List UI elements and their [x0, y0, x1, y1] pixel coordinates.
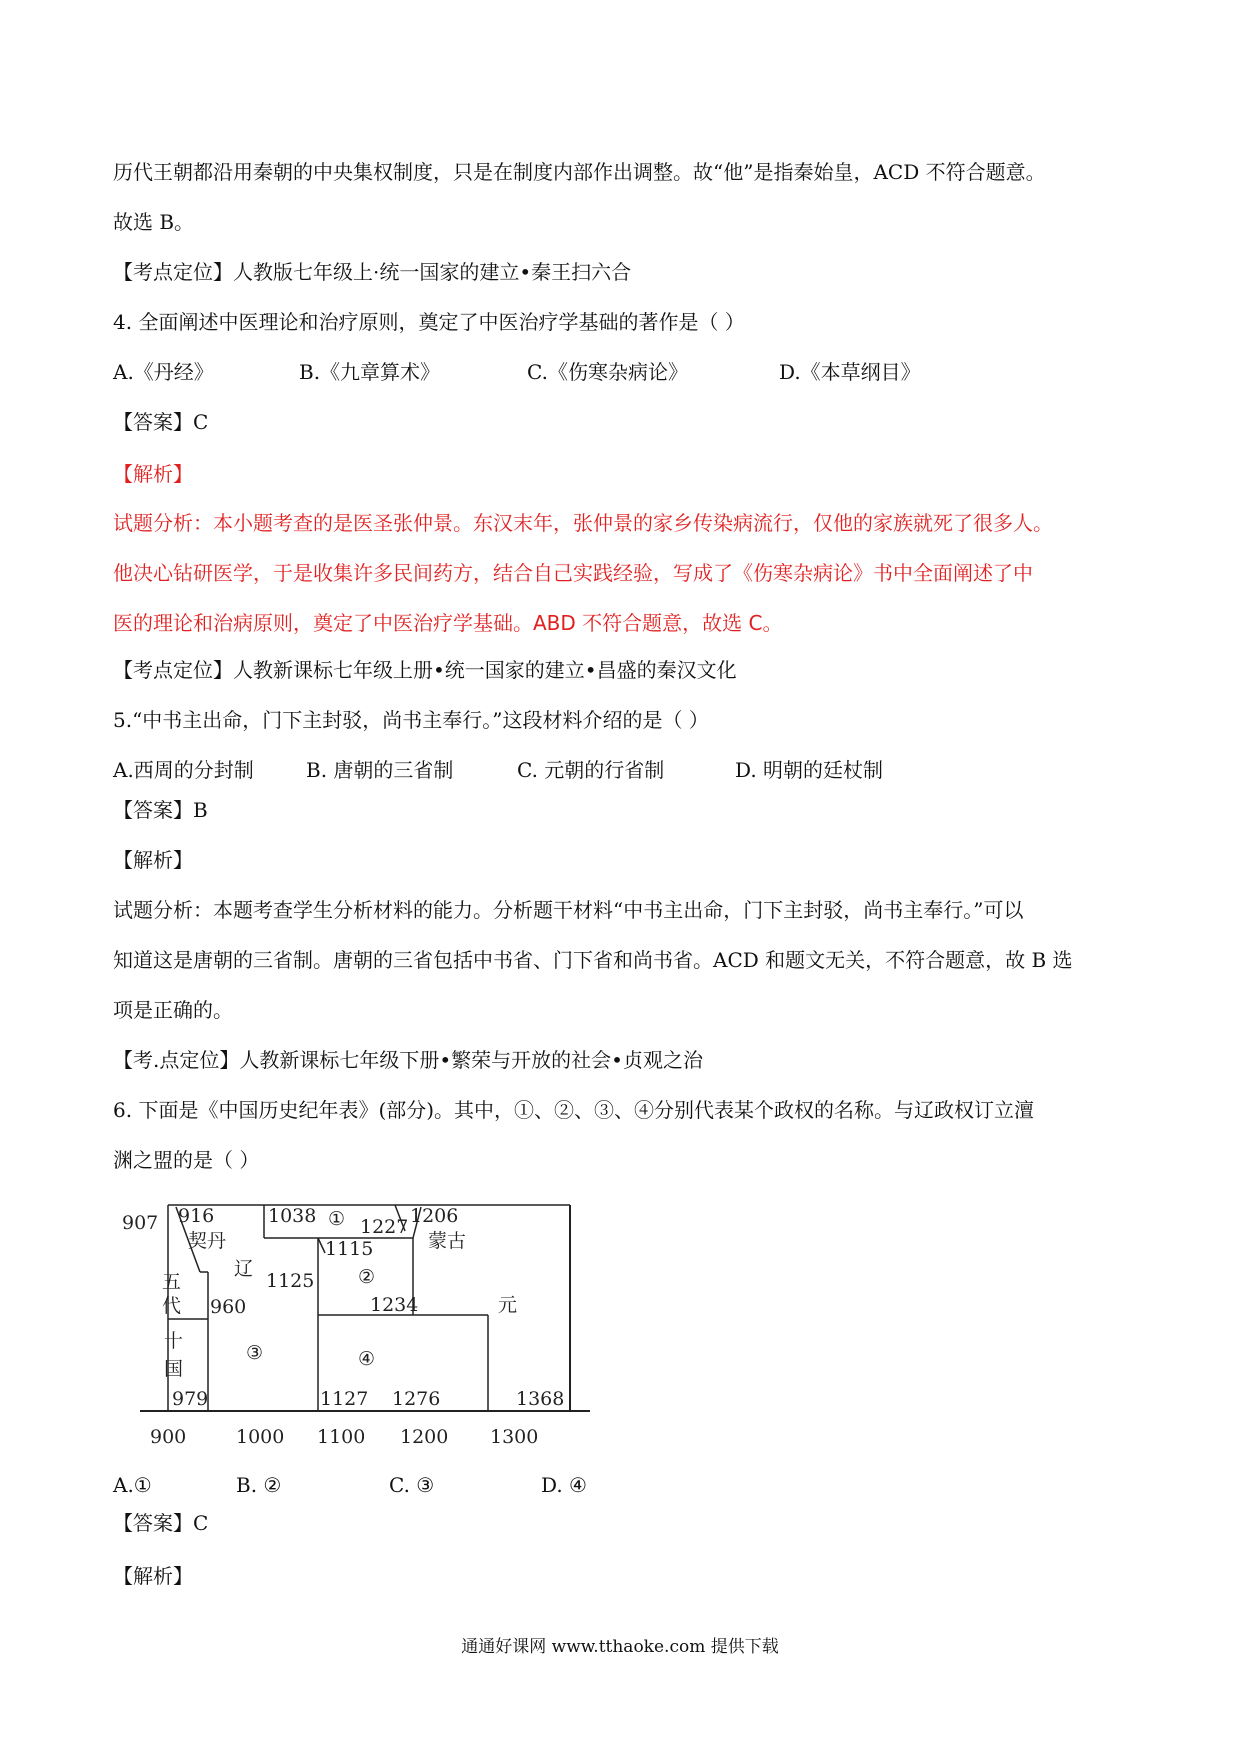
q4-knowledge-point: 【考点定位】人教新课标七年级上册•统一国家的建立•昌盛的秦汉文化	[113, 658, 737, 682]
question-6-cont: 渊之盟的是（ ）	[113, 1148, 260, 1172]
label-dai: 代	[162, 1295, 182, 1317]
label-1276: 1276	[392, 1388, 441, 1410]
label-1234: 1234	[370, 1294, 419, 1316]
q5-option-a: A.西周的分封制	[113, 758, 254, 782]
q5-analysis-line: 试题分析：本题考查学生分析材料的能力。分析题干材料“中书主出命，门下主封驳，尚书主奉行。”可以	[113, 898, 1024, 922]
label-907: 907	[122, 1212, 159, 1234]
q5-option-b: B. 唐朝的三省制	[306, 758, 454, 782]
text-line: 历代王朝都沿用秦朝的中央集权制度，只是在制度内部作出调整。故“他”是指秦始皇，ACD 不符合题意。	[113, 160, 1046, 184]
label-1127: 1127	[320, 1388, 369, 1410]
label-1125: 1125	[266, 1270, 315, 1292]
knowledge-point: 【考点定位】人教版七年级上·统一国家的建立•秦王扫六合	[113, 260, 632, 284]
axis-tick: 900	[150, 1426, 187, 1448]
q5-analysis-heading: 【解析】	[113, 848, 193, 872]
label-979: 979	[172, 1388, 209, 1410]
q4-answer: 【答案】C	[113, 410, 209, 434]
axis-tick: 1200	[400, 1426, 449, 1448]
q4-option-b: B.《九章算术》	[299, 360, 441, 384]
label-circle-1: ①	[328, 1208, 346, 1230]
q4-analysis-line: 医的理论和治病原则，奠定了中医治疗学基础。ABD 不符合题意，故选 C。	[113, 611, 783, 635]
q6-option-a: A.①	[113, 1473, 152, 1497]
label-1206: 1206	[410, 1205, 459, 1227]
q6-option-d: D. ④	[541, 1473, 587, 1497]
q4-option-a: A.《丹经》	[113, 360, 214, 384]
label-menggu: 蒙古	[428, 1230, 467, 1252]
q6-option-c: C. ③	[389, 1473, 435, 1497]
history-timeline-chart	[122, 1195, 588, 1455]
question-5: 5.“中书主出命，门下主封驳，尚书主奉行。”这段材料介绍的是（ ）	[113, 708, 709, 732]
q6-analysis-heading: 【解析】	[113, 1564, 193, 1588]
question-6: 6. 下面是《中国历史纪年表》(部分)。其中，①、②、③、④分别代表某个政权的名称。与辽政权订立澶	[113, 1098, 1035, 1122]
label-1368: 1368	[516, 1388, 565, 1410]
label-916: 916	[178, 1205, 215, 1227]
label-shi: 十	[164, 1330, 184, 1352]
label-1115: 1115	[325, 1238, 374, 1260]
axis-tick: 1300	[490, 1426, 539, 1448]
axis-tick: 1100	[317, 1426, 366, 1448]
label-qidan: 契丹	[188, 1230, 227, 1252]
label-guo: 国	[164, 1358, 184, 1380]
timeline-axis-ticks	[150, 1426, 538, 1448]
q5-option-c: C. 元朝的行省制	[517, 758, 665, 782]
q4-option-c: C.《伤寒杂病论》	[527, 360, 688, 384]
q5-analysis-line: 知道这是唐朝的三省制。唐朝的三省包括中书省、门下省和尚书省。ACD 和题文无关，不符合题意，故 B 选	[113, 948, 1073, 972]
timeline-labels	[122, 1205, 564, 1410]
q4-option-d: D.《本草纲目》	[779, 360, 921, 384]
label-circle-4: ④	[358, 1348, 376, 1370]
label-wu: 五	[162, 1271, 182, 1293]
q6-option-b: B. ②	[236, 1473, 282, 1497]
page-footer: 通通好课网 www.tthaoke.com 提供下载	[461, 1637, 779, 1657]
q5-knowledge-point: 【考.点定位】人教新课标七年级下册•繁荣与开放的社会•贞观之治	[113, 1048, 703, 1072]
label-1038: 1038	[268, 1205, 317, 1227]
q4-analysis-line: 试题分析：本小题考查的是医圣张仲景。东汉末年，张仲景的家乡传染病流行，仅他的家族就死了很多人。	[113, 511, 1053, 535]
question-4: 4. 全面阐述中医理论和治疗原则，奠定了中医治疗学基础的著作是（ ）	[113, 310, 745, 334]
q6-answer: 【答案】C	[113, 1511, 209, 1535]
q5-option-d: D. 明朝的廷杖制	[735, 758, 884, 782]
q5-analysis-line: 项是正确的。	[113, 998, 233, 1022]
label-circle-2: ②	[358, 1266, 376, 1288]
label-1227: 1227	[360, 1216, 409, 1238]
axis-tick: 1000	[236, 1426, 285, 1448]
text-line: 故选 B。	[113, 210, 195, 234]
q4-analysis-heading: 【解析】	[113, 462, 193, 486]
q4-analysis-line: 他决心钻研医学，于是收集许多民间药方，结合自己实践经验，写成了《伤寒杂病论》书中全面阐述了中	[113, 561, 1033, 585]
label-960: 960	[210, 1296, 247, 1318]
label-yuan: 元	[498, 1294, 518, 1316]
label-liao: 辽	[234, 1258, 254, 1280]
label-circle-3: ③	[246, 1342, 264, 1364]
q5-answer: 【答案】B	[113, 798, 208, 822]
